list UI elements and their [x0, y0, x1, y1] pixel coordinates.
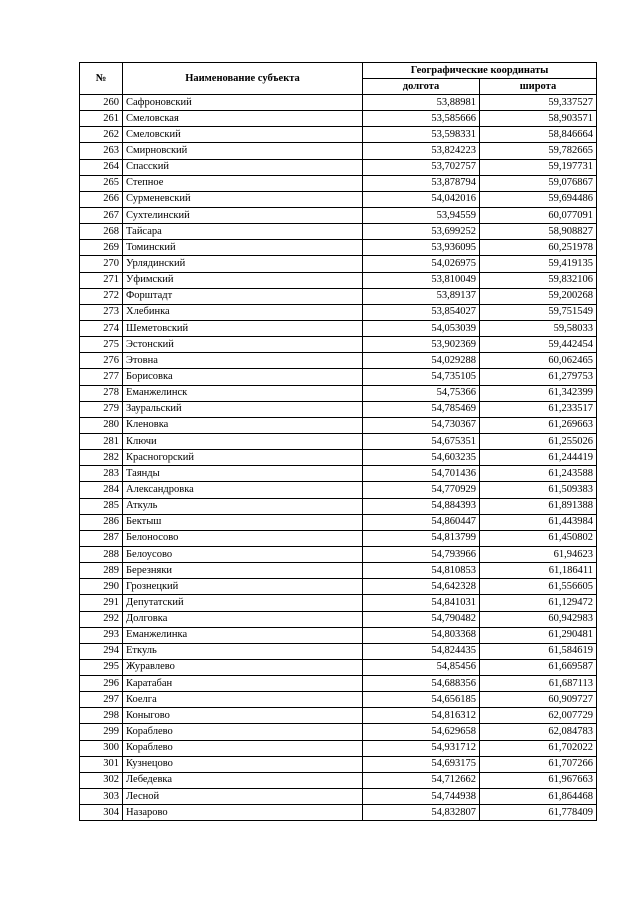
subject-name: Спасский: [123, 159, 363, 175]
latitude-value: 61,290481: [480, 627, 597, 643]
latitude-value: 61,450802: [480, 530, 597, 546]
latitude-value: 61,687113: [480, 676, 597, 692]
table-row: [80, 433, 597, 449]
subject-name: Смеловская: [123, 111, 363, 127]
latitude-value: 60,251978: [480, 240, 597, 256]
latitude-value: 58,908827: [480, 224, 597, 240]
table-row: [80, 530, 597, 546]
row-number: 273: [80, 304, 123, 320]
row-number: 267: [80, 207, 123, 223]
row-number: 301: [80, 756, 123, 772]
row-number: 298: [80, 708, 123, 724]
latitude-value: 59,419135: [480, 256, 597, 272]
table-row: [80, 805, 597, 821]
subject-name: Александровка: [123, 482, 363, 498]
table-row: [80, 175, 597, 191]
row-number: 280: [80, 417, 123, 433]
row-number: 276: [80, 353, 123, 369]
row-number: 282: [80, 450, 123, 466]
table-row: [80, 288, 597, 304]
latitude-value: 59,832106: [480, 272, 597, 288]
subject-name: Сафроновский: [123, 95, 363, 111]
table-row: [80, 95, 597, 111]
subject-name: Борисовка: [123, 369, 363, 385]
row-number: 304: [80, 805, 123, 821]
table-row: [80, 595, 597, 611]
latitude-value: 61,186411: [480, 563, 597, 579]
subject-name: Назарово: [123, 805, 363, 821]
header-number: №: [80, 63, 123, 95]
row-number: 272: [80, 288, 123, 304]
longitude-value: 53,88981: [363, 95, 480, 111]
latitude-value: 61,94623: [480, 546, 597, 562]
subject-name: Шеметовский: [123, 320, 363, 336]
row-number: 284: [80, 482, 123, 498]
table-row: [80, 676, 597, 692]
latitude-value: 59,337527: [480, 95, 597, 111]
subject-name: Лебедевка: [123, 772, 363, 788]
latitude-value: 59,200268: [480, 288, 597, 304]
row-number: 266: [80, 191, 123, 207]
row-number: 264: [80, 159, 123, 175]
table-row: [80, 159, 597, 175]
table-row: [80, 111, 597, 127]
table-row: [80, 611, 597, 627]
table-row: [80, 498, 597, 514]
subject-name: Форштадт: [123, 288, 363, 304]
table-row: [80, 643, 597, 659]
row-number: 285: [80, 498, 123, 514]
longitude-value: 53,810049: [363, 272, 480, 288]
subject-name: Кузнецово: [123, 756, 363, 772]
table-row: [80, 240, 597, 256]
subject-name: Аткуль: [123, 498, 363, 514]
latitude-value: 58,903571: [480, 111, 597, 127]
longitude-value: 54,832807: [363, 805, 480, 821]
table-row: [80, 401, 597, 417]
subject-name: Еманжелинск: [123, 385, 363, 401]
subject-name: Кленовка: [123, 417, 363, 433]
subject-name: Еткуль: [123, 643, 363, 659]
row-number: 281: [80, 433, 123, 449]
longitude-value: 54,785469: [363, 401, 480, 417]
longitude-value: 54,029288: [363, 353, 480, 369]
latitude-value: 61,279753: [480, 369, 597, 385]
latitude-value: 62,084783: [480, 724, 597, 740]
subject-name: Этовна: [123, 353, 363, 369]
row-number: 295: [80, 659, 123, 675]
row-number: 275: [80, 337, 123, 353]
latitude-value: 61,707266: [480, 756, 597, 772]
table-row: [80, 482, 597, 498]
header-name: Наименование субъекта: [123, 63, 363, 95]
subject-name: Сурменевский: [123, 191, 363, 207]
row-number: 302: [80, 772, 123, 788]
subject-name: Томинский: [123, 240, 363, 256]
table-row: [80, 772, 597, 788]
table-row: [80, 127, 597, 143]
latitude-value: 59,58033: [480, 320, 597, 336]
subject-name: Березняки: [123, 563, 363, 579]
table-row: [80, 708, 597, 724]
latitude-value: 60,077091: [480, 207, 597, 223]
latitude-value: 60,909727: [480, 692, 597, 708]
longitude-value: 53,598331: [363, 127, 480, 143]
subject-name: Хлебинка: [123, 304, 363, 320]
longitude-value: 54,824435: [363, 643, 480, 659]
longitude-value: 54,770929: [363, 482, 480, 498]
longitude-value: 54,803368: [363, 627, 480, 643]
latitude-value: 61,702022: [480, 740, 597, 756]
latitude-value: 60,062465: [480, 353, 597, 369]
longitude-value: 54,629658: [363, 724, 480, 740]
table-row: [80, 756, 597, 772]
row-number: 293: [80, 627, 123, 643]
longitude-value: 53,94559: [363, 207, 480, 223]
longitude-value: 54,816312: [363, 708, 480, 724]
subject-name: Зауральский: [123, 401, 363, 417]
table-row: [80, 546, 597, 562]
latitude-value: 62,007729: [480, 708, 597, 724]
latitude-value: 61,864468: [480, 789, 597, 805]
longitude-value: 54,688356: [363, 676, 480, 692]
longitude-value: 54,735105: [363, 369, 480, 385]
table-body: [80, 95, 597, 821]
subject-name: Лесной: [123, 789, 363, 805]
row-number: 270: [80, 256, 123, 272]
longitude-value: 54,693175: [363, 756, 480, 772]
subject-name: Смеловский: [123, 127, 363, 143]
table-row: [80, 207, 597, 223]
row-number: 296: [80, 676, 123, 692]
row-number: 268: [80, 224, 123, 240]
longitude-value: 54,75366: [363, 385, 480, 401]
latitude-value: 61,269663: [480, 417, 597, 433]
row-number: 303: [80, 789, 123, 805]
longitude-value: 54,026975: [363, 256, 480, 272]
latitude-value: 61,233517: [480, 401, 597, 417]
longitude-value: 53,854027: [363, 304, 480, 320]
longitude-value: 53,878794: [363, 175, 480, 191]
latitude-value: 59,442454: [480, 337, 597, 353]
subject-name: Грознецкий: [123, 579, 363, 595]
longitude-value: 54,042016: [363, 191, 480, 207]
table-row: [80, 353, 597, 369]
coordinates-table: [79, 62, 597, 821]
table-row: [80, 466, 597, 482]
latitude-value: 59,197731: [480, 159, 597, 175]
longitude-value: 54,860447: [363, 514, 480, 530]
subject-name: Кораблево: [123, 740, 363, 756]
latitude-value: 61,669587: [480, 659, 597, 675]
longitude-value: 54,884393: [363, 498, 480, 514]
longitude-value: 54,793966: [363, 546, 480, 562]
row-number: 271: [80, 272, 123, 288]
table-row: [80, 692, 597, 708]
row-number: 292: [80, 611, 123, 627]
subject-name: Урлядинский: [123, 256, 363, 272]
subject-name: Еманжелинка: [123, 627, 363, 643]
header-latitude: широта: [480, 79, 597, 95]
row-number: 278: [80, 385, 123, 401]
row-number: 279: [80, 401, 123, 417]
table-row: [80, 724, 597, 740]
subject-name: Белоносово: [123, 530, 363, 546]
table-row: [80, 563, 597, 579]
longitude-value: 53,585666: [363, 111, 480, 127]
subject-name: Степное: [123, 175, 363, 191]
latitude-value: 59,782665: [480, 143, 597, 159]
subject-name: Коелга: [123, 692, 363, 708]
longitude-value: 54,642328: [363, 579, 480, 595]
subject-name: Эстонский: [123, 337, 363, 353]
longitude-value: 54,810853: [363, 563, 480, 579]
longitude-value: 53,702757: [363, 159, 480, 175]
row-number: 260: [80, 95, 123, 111]
longitude-value: 54,841031: [363, 595, 480, 611]
table-row: [80, 659, 597, 675]
row-number: 290: [80, 579, 123, 595]
latitude-value: 61,778409: [480, 805, 597, 821]
row-number: 277: [80, 369, 123, 385]
longitude-value: 54,813799: [363, 530, 480, 546]
table-row: [80, 369, 597, 385]
table-header: [80, 63, 597, 95]
latitude-value: 58,846664: [480, 127, 597, 143]
row-number: 286: [80, 514, 123, 530]
subject-name: Смирновский: [123, 143, 363, 159]
table-row: [80, 579, 597, 595]
latitude-value: 61,509383: [480, 482, 597, 498]
subject-name: Уфимский: [123, 272, 363, 288]
table-row: [80, 385, 597, 401]
longitude-value: 54,603235: [363, 450, 480, 466]
header-coords-group: Географические координаты: [363, 63, 597, 79]
latitude-value: 59,694486: [480, 191, 597, 207]
header-longitude: долгота: [363, 79, 480, 95]
row-number: 263: [80, 143, 123, 159]
row-number: 294: [80, 643, 123, 659]
latitude-value: 61,255026: [480, 433, 597, 449]
longitude-value: 53,699252: [363, 224, 480, 240]
longitude-value: 54,656185: [363, 692, 480, 708]
subject-name: Журавлево: [123, 659, 363, 675]
row-number: 265: [80, 175, 123, 191]
latitude-value: 61,556605: [480, 579, 597, 595]
table-row: [80, 320, 597, 336]
longitude-value: 54,053039: [363, 320, 480, 336]
row-number: 297: [80, 692, 123, 708]
latitude-value: 59,751549: [480, 304, 597, 320]
table-row: [80, 304, 597, 320]
table-row: [80, 191, 597, 207]
table-row: [80, 450, 597, 466]
row-number: 261: [80, 111, 123, 127]
table-row: [80, 417, 597, 433]
longitude-value: 54,712662: [363, 772, 480, 788]
row-number: 288: [80, 546, 123, 562]
table-row: [80, 143, 597, 159]
table-row: [80, 514, 597, 530]
row-number: 289: [80, 563, 123, 579]
longitude-value: 54,675351: [363, 433, 480, 449]
subject-name: Сухтелинский: [123, 207, 363, 223]
latitude-value: 61,129472: [480, 595, 597, 611]
longitude-value: 53,824223: [363, 143, 480, 159]
subject-name: Ключи: [123, 433, 363, 449]
table-row: [80, 272, 597, 288]
longitude-value: 54,931712: [363, 740, 480, 756]
latitude-value: 61,967663: [480, 772, 597, 788]
table-row: [80, 740, 597, 756]
row-number: 287: [80, 530, 123, 546]
table-row: [80, 627, 597, 643]
latitude-value: 61,891388: [480, 498, 597, 514]
subject-name: Бектыш: [123, 514, 363, 530]
subject-name: Кораблево: [123, 724, 363, 740]
table-row: [80, 256, 597, 272]
latitude-value: 61,243588: [480, 466, 597, 482]
table-row: [80, 337, 597, 353]
row-number: 300: [80, 740, 123, 756]
subject-name: Коныгово: [123, 708, 363, 724]
row-number: 283: [80, 466, 123, 482]
longitude-value: 54,85456: [363, 659, 480, 675]
subject-name: Долговка: [123, 611, 363, 627]
row-number: 299: [80, 724, 123, 740]
longitude-value: 54,701436: [363, 466, 480, 482]
row-number: 274: [80, 320, 123, 336]
latitude-value: 61,244419: [480, 450, 597, 466]
table-row: [80, 224, 597, 240]
subject-name: Каратабан: [123, 676, 363, 692]
row-number: 262: [80, 127, 123, 143]
latitude-value: 61,443984: [480, 514, 597, 530]
longitude-value: 54,730367: [363, 417, 480, 433]
row-number: 291: [80, 595, 123, 611]
row-number: 269: [80, 240, 123, 256]
longitude-value: 54,790482: [363, 611, 480, 627]
subject-name: Тайсара: [123, 224, 363, 240]
subject-name: Белоусово: [123, 546, 363, 562]
longitude-value: 54,744938: [363, 789, 480, 805]
subject-name: Красногорский: [123, 450, 363, 466]
longitude-value: 53,936095: [363, 240, 480, 256]
subject-name: Депутатский: [123, 595, 363, 611]
latitude-value: 61,342399: [480, 385, 597, 401]
table-row: [80, 789, 597, 805]
longitude-value: 53,89137: [363, 288, 480, 304]
latitude-value: 60,942983: [480, 611, 597, 627]
latitude-value: 59,076867: [480, 175, 597, 191]
latitude-value: 61,584619: [480, 643, 597, 659]
longitude-value: 53,902369: [363, 337, 480, 353]
subject-name: Таянды: [123, 466, 363, 482]
